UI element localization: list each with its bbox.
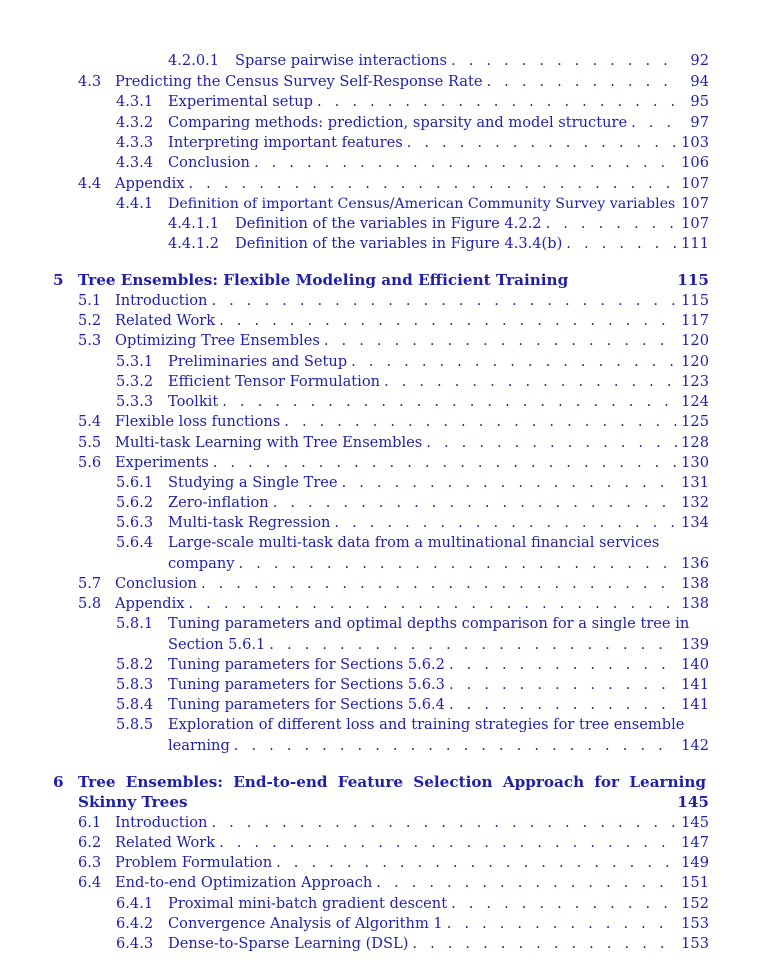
entry-number: 6.1 (78, 814, 102, 831)
entry-title: Appendix (115, 595, 185, 612)
entry-number: 5.8.4 (116, 696, 154, 713)
entry-title: Introduction (115, 292, 208, 309)
toc-entry[interactable] (116, 656, 709, 676)
entry-title-continued: Section 5.6.1 (168, 636, 266, 653)
chapter-number: 6 (53, 773, 64, 791)
chapter-title: Tree Ensembles: End-to-end Feature Selection Approach for Learning (78, 773, 707, 791)
toc-entry-line1[interactable] (116, 615, 709, 635)
entry-title: Flexible loss functions (115, 413, 281, 430)
toc-entry[interactable] (78, 312, 709, 332)
entry-number: 5.4 (78, 413, 102, 430)
entry-title: Multi-task Learning with Tree Ensembles (115, 434, 423, 451)
entry-number: 6.4.3 (116, 935, 154, 952)
entry-page: 138 (681, 575, 709, 592)
entry-page: 117 (681, 312, 709, 329)
entry-number: 5.5 (78, 434, 102, 451)
entry-number: 5.8.2 (116, 656, 154, 673)
entry-page: 147 (681, 834, 709, 851)
entry-page: 115 (681, 292, 709, 309)
entry-number: 4.3.1 (116, 93, 154, 110)
entry-number: 6.4.2 (116, 915, 154, 932)
entry-title-continued: learning (168, 737, 230, 754)
toc-entry[interactable] (116, 494, 709, 514)
toc-entry[interactable] (78, 575, 709, 595)
entry-number: 5.3.1 (116, 353, 154, 370)
entry-title: Efficient Tensor Formulation (168, 373, 381, 390)
entry-title: Studying a Single Tree (168, 474, 338, 491)
entry-page: 125 (681, 413, 709, 430)
toc-entry[interactable] (78, 595, 709, 615)
entry-page: 138 (681, 595, 709, 612)
entry-number: 5.6.1 (116, 474, 154, 491)
entry-page: 145 (681, 814, 709, 831)
toc-entry[interactable] (78, 413, 709, 433)
entry-page: 130 (681, 454, 709, 471)
toc-entry[interactable] (116, 915, 709, 935)
entry-page: 141 (681, 696, 709, 713)
toc-entry[interactable] (116, 514, 709, 534)
entry-number: 5.3.3 (116, 393, 154, 410)
entry-title: End-to-end Optimization Approach (115, 874, 373, 891)
entry-number: 5.1 (78, 292, 102, 309)
toc-entry[interactable] (116, 895, 709, 915)
toc-entry[interactable] (78, 175, 709, 195)
entry-number: 6.4.1 (116, 895, 154, 912)
entry-page: 107 (681, 195, 709, 212)
chapter-number: 5 (53, 271, 64, 289)
entry-number: 5.8.1 (116, 615, 154, 632)
entry-page: 97 (690, 114, 709, 131)
toc-entry[interactable] (78, 854, 709, 874)
toc-chapter[interactable] (53, 271, 709, 291)
entry-page: 111 (681, 235, 709, 252)
entry-number: 5.3 (78, 332, 102, 349)
entry-title: Large-scale multi-task data from a multinational financial services (168, 534, 660, 551)
toc-entry[interactable] (78, 434, 709, 454)
entry-title: Tuning parameters and optimal depths comparison for a single tree in (168, 615, 690, 632)
entry-title: Problem Formulation (115, 854, 273, 871)
entry-number: 4.4.1.2 (168, 235, 220, 252)
entry-title: Exploration of different loss and training strategies for tree ensemble (168, 716, 685, 733)
toc-entry[interactable] (116, 393, 709, 413)
entry-title: Related Work (115, 834, 216, 851)
entry-page: 131 (681, 474, 709, 491)
entry-page: 103 (681, 134, 709, 151)
entry-number: 5.6 (78, 454, 102, 471)
toc-entry[interactable] (116, 154, 709, 174)
entry-number: 4.3 (78, 73, 102, 90)
entry-title-continued: company (168, 555, 235, 572)
entry-number: 4.4.1.1 (168, 215, 220, 232)
toc-entry-line2[interactable] (116, 555, 709, 575)
entry-title: Comparing methods: prediction, sparsity and model structure (168, 114, 628, 131)
entry-page: 153 (681, 935, 709, 952)
entry-page: 153 (681, 915, 709, 932)
toc-entry[interactable] (78, 332, 709, 352)
toc-entry[interactable] (116, 676, 709, 696)
entry-page: 136 (681, 555, 709, 572)
toc-entry[interactable] (116, 696, 709, 716)
entry-page: 124 (681, 393, 709, 410)
entry-title: Preliminaries and Setup (168, 353, 348, 370)
entry-page: 141 (681, 676, 709, 693)
entry-number: 5.8.5 (116, 716, 154, 733)
toc-entry[interactable] (78, 73, 709, 93)
toc-entry[interactable] (116, 353, 709, 373)
chapter-page: 145 (677, 793, 709, 811)
toc-entry[interactable] (78, 454, 709, 474)
toc-entry[interactable] (168, 235, 709, 255)
chapter-page: 115 (677, 271, 709, 289)
chapter-title-continued: Skinny Trees (78, 793, 188, 811)
entry-number: 6.3 (78, 854, 102, 871)
entry-title: Introduction (115, 814, 208, 831)
entry-page: 123 (681, 373, 709, 390)
entry-page: 107 (681, 215, 709, 232)
toc-entry[interactable] (116, 935, 709, 955)
entry-page: 139 (681, 636, 709, 653)
toc-entry[interactable] (168, 215, 709, 235)
toc-entry[interactable] (168, 52, 709, 72)
entry-number: 5.7 (78, 575, 102, 592)
entry-title: Experimental setup (168, 93, 313, 110)
entry-page: 94 (690, 73, 709, 90)
entry-page: 120 (681, 332, 709, 349)
entry-title: Tuning parameters for Sections 5.6.3 (168, 676, 445, 693)
entry-page: 149 (681, 854, 709, 871)
entry-number: 5.6.2 (116, 494, 154, 511)
entry-page: 134 (681, 514, 709, 531)
toc-entry[interactable] (116, 114, 709, 134)
entry-number: 4.2.0.1 (168, 52, 220, 69)
toc-entry[interactable] (116, 93, 709, 113)
entry-title: Definition of the variables in Figure 4.2.2 (235, 215, 542, 232)
toc-entry[interactable] (78, 292, 709, 312)
entry-number: 4.3.2 (116, 114, 154, 131)
entry-title: Convergence Analysis of Algorithm 1 (168, 915, 443, 932)
entry-number: 6.2 (78, 834, 102, 851)
entry-title: Related Work (115, 312, 216, 329)
entry-title: Multi-task Regression (168, 514, 331, 531)
entry-number: 4.4 (78, 175, 102, 192)
toc-entry[interactable] (116, 474, 709, 494)
entry-page: 106 (681, 154, 709, 171)
entry-title: Toolkit (168, 393, 219, 410)
toc-entry[interactable] (78, 814, 709, 834)
entry-page: 120 (681, 353, 709, 370)
entry-title: Tuning parameters for Sections 5.6.2 (168, 656, 445, 673)
toc-entry[interactable] (78, 834, 709, 854)
entry-page: 107 (681, 175, 709, 192)
entry-title: Interpreting important features (168, 134, 403, 151)
entry-number: 5.6.3 (116, 514, 154, 531)
entry-number: 5.6.4 (116, 534, 154, 551)
entry-title: Proximal mini-batch gradient descent (168, 895, 448, 912)
entry-number: 5.8.3 (116, 676, 154, 693)
entry-page: 128 (681, 434, 709, 451)
toc-entry[interactable] (116, 373, 709, 393)
toc-chapter-line1[interactable] (53, 773, 709, 793)
toc-chapter-line2[interactable] (53, 793, 709, 813)
entry-page: 92 (690, 52, 709, 69)
entry-title: Zero-inflation (168, 494, 269, 511)
entry-title: Sparse pairwise interactions (235, 52, 448, 69)
entry-title: Conclusion (115, 575, 197, 592)
toc-entry-line1[interactable] (116, 534, 709, 554)
toc-entry-line1[interactable] (116, 716, 709, 736)
entry-number: 4.3.3 (116, 134, 154, 151)
entry-title: Predicting the Census Survey Self-Response Rate (115, 73, 483, 90)
toc-entry-line2[interactable] (116, 636, 709, 656)
entry-number: 5.3.2 (116, 373, 154, 390)
entry-title: Conclusion (168, 154, 250, 171)
entry-number: 5.8 (78, 595, 102, 612)
entry-page: 152 (681, 895, 709, 912)
entry-page: 95 (690, 93, 709, 110)
entry-title: Dense-to-Sparse Learning (DSL) (168, 935, 409, 952)
entry-page: 151 (681, 874, 709, 891)
entry-number: 6.4 (78, 874, 102, 891)
entry-page: 142 (681, 737, 709, 754)
entry-title: Experiments (115, 454, 209, 471)
chapter-title: Tree Ensembles: Flexible Modeling and Efficient Training (78, 271, 569, 289)
entry-page: 140 (681, 656, 709, 673)
toc-entry[interactable] (116, 195, 709, 215)
toc-entry[interactable] (116, 134, 709, 154)
toc-entry-line2[interactable] (116, 737, 709, 757)
entry-title: Definition of important Census/American Community Survey variables (168, 196, 676, 212)
toc-entry[interactable] (78, 874, 709, 894)
entry-number: 5.2 (78, 312, 102, 329)
entry-title: Definition of the variables in Figure 4.3.4(b) (235, 235, 563, 252)
entry-title: Appendix (115, 175, 185, 192)
entry-number: 4.4.1 (116, 195, 154, 212)
entry-page: 132 (681, 494, 709, 511)
entry-number: 4.3.4 (116, 154, 154, 171)
entry-title: Tuning parameters for Sections 5.6.4 (168, 696, 445, 713)
entry-title: Optimizing Tree Ensembles (115, 332, 320, 349)
